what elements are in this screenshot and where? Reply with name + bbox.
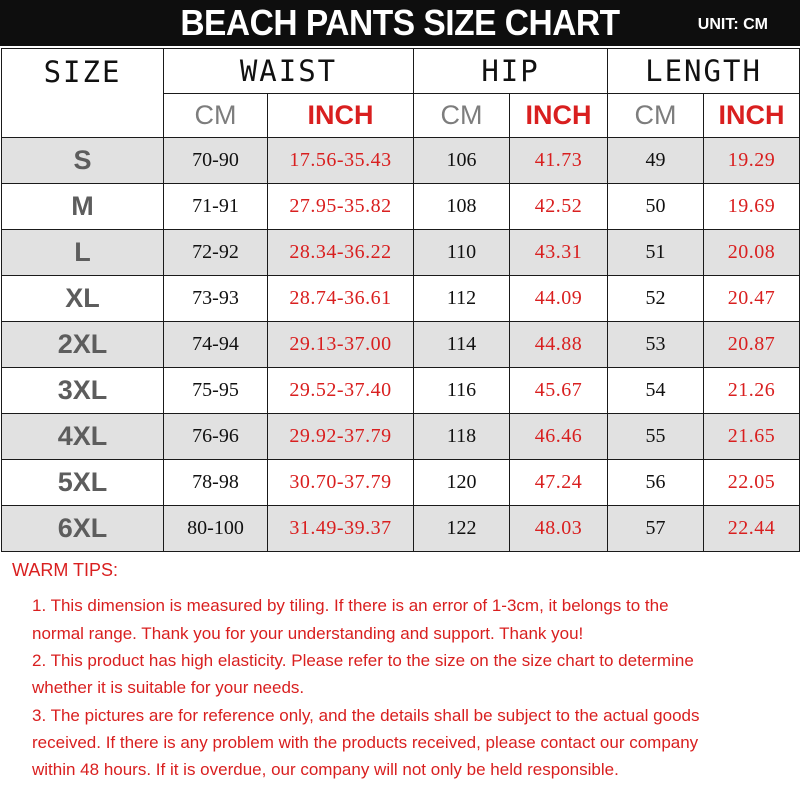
waist-inch-cell: 27.95-35.82 — [268, 184, 414, 230]
tips-title: WARM TIPS: — [12, 560, 119, 580]
waist-inch-cell: 29.92-37.79 — [268, 414, 414, 460]
waist-inch-cell: 31.49-39.37 — [268, 506, 414, 552]
length-cm-cell: 51 — [608, 230, 704, 276]
hip-inch-cell: 41.73 — [510, 138, 608, 184]
size-cell: 2XL — [2, 322, 164, 368]
hip-cm-cell: 118 — [414, 414, 510, 460]
waist-inch-cell: 28.34-36.22 — [268, 230, 414, 276]
title-bar — [0, 0, 800, 46]
waist-cm-cell: 70-90 — [164, 138, 268, 184]
unit-label: UNIT: CM — [697, 16, 768, 33]
length-inch-cell: 22.44 — [704, 506, 800, 552]
size-cell: L — [2, 230, 164, 276]
waist-inch-cell: 29.52-37.40 — [268, 368, 414, 414]
hip-inch-cell: 42.52 — [510, 184, 608, 230]
hip-inch-header: INCH — [510, 94, 608, 138]
hip-cm-cell: 110 — [414, 230, 510, 276]
hip-inch-cell: 47.24 — [510, 460, 608, 506]
length-cm-cell: 55 — [608, 414, 704, 460]
tip-line: 1. This dimension is measured by tiling. If there is an error of 1-3cm, it belongs to the — [32, 596, 669, 615]
waist-cm-cell: 76-96 — [164, 414, 268, 460]
length-cm-cell: 54 — [608, 368, 704, 414]
length-inch-cell: 19.69 — [704, 184, 800, 230]
waist-inch-cell: 29.13-37.00 — [268, 322, 414, 368]
waist-cm-header: CM — [164, 94, 268, 138]
table-row — [2, 368, 800, 414]
size-cell: 6XL — [2, 506, 164, 552]
header-waist: WAIST — [164, 49, 414, 94]
waist-inch-cell: 17.56-35.43 — [268, 138, 414, 184]
length-cm-cell: 56 — [608, 460, 704, 506]
length-cm-cell: 53 — [608, 322, 704, 368]
length-cm-cell: 57 — [608, 506, 704, 552]
table-row — [2, 276, 800, 322]
waist-inch-cell: 28.74-36.61 — [268, 276, 414, 322]
hip-inch-cell: 44.09 — [510, 276, 608, 322]
tip-line: 3. The pictures are for reference only, and the details shall be subject to the actual goods — [32, 706, 700, 725]
hip-cm-cell: 106 — [414, 138, 510, 184]
hip-inch-cell: 45.67 — [510, 368, 608, 414]
length-inch-cell: 22.05 — [704, 460, 800, 506]
size-cell: M — [2, 184, 164, 230]
waist-inch-cell: 30.70-37.79 — [268, 460, 414, 506]
table-row — [2, 138, 800, 184]
table-row — [2, 460, 800, 506]
tip-line: normal range. Thank you for your understanding and support. Thank you! — [32, 624, 584, 643]
table-row — [2, 322, 800, 368]
header-length: LENGTH — [608, 49, 800, 94]
size-rows — [2, 138, 800, 552]
hip-inch-cell: 43.31 — [510, 230, 608, 276]
length-cm-cell: 50 — [608, 184, 704, 230]
header-size: SIZE — [2, 49, 164, 138]
hip-inch-cell: 44.88 — [510, 322, 608, 368]
waist-inch-header: INCH — [268, 94, 414, 138]
length-cm-cell: 49 — [608, 138, 704, 184]
size-table — [1, 48, 800, 552]
tip-line: within 48 hours. If it is overdue, our company will not only be held responsible. — [32, 760, 619, 779]
waist-cm-cell: 80-100 — [164, 506, 268, 552]
length-inch-cell: 21.65 — [704, 414, 800, 460]
waist-cm-cell: 75-95 — [164, 368, 268, 414]
waist-cm-cell: 71-91 — [164, 184, 268, 230]
hip-cm-cell: 114 — [414, 322, 510, 368]
hip-cm-cell: 112 — [414, 276, 510, 322]
hip-inch-cell: 46.46 — [510, 414, 608, 460]
header-row — [2, 49, 800, 94]
waist-cm-cell: 78-98 — [164, 460, 268, 506]
hip-cm-cell: 122 — [414, 506, 510, 552]
length-cm-cell: 52 — [608, 276, 704, 322]
waist-cm-cell: 74-94 — [164, 322, 268, 368]
chart-title: BEACH PANTS SIZE CHART — [180, 2, 620, 43]
length-inch-header: INCH — [704, 94, 800, 138]
tip-line: received. If there is any problem with the products received, please contact our company — [32, 733, 699, 752]
length-inch-cell: 20.47 — [704, 276, 800, 322]
length-inch-cell: 21.26 — [704, 368, 800, 414]
size-cell: 5XL — [2, 460, 164, 506]
table-row — [2, 184, 800, 230]
table-row — [2, 230, 800, 276]
size-cell: 4XL — [2, 414, 164, 460]
hip-cm-cell: 120 — [414, 460, 510, 506]
hip-inch-cell: 48.03 — [510, 506, 608, 552]
hip-cm-cell: 116 — [414, 368, 510, 414]
waist-cm-cell: 72-92 — [164, 230, 268, 276]
size-cell: S — [2, 138, 164, 184]
header-hip: HIP — [414, 49, 608, 94]
table-row — [2, 506, 800, 552]
hip-cm-header: CM — [414, 94, 510, 138]
length-cm-header: CM — [608, 94, 704, 138]
tip-line: 2. This product has high elasticity. Please refer to the size on the size chart to determine — [32, 651, 694, 670]
table-row — [2, 414, 800, 460]
size-cell: XL — [2, 276, 164, 322]
length-inch-cell: 19.29 — [704, 138, 800, 184]
length-inch-cell: 20.08 — [704, 230, 800, 276]
size-cell: 3XL — [2, 368, 164, 414]
length-inch-cell: 20.87 — [704, 322, 800, 368]
hip-cm-cell: 108 — [414, 184, 510, 230]
waist-cm-cell: 73-93 — [164, 276, 268, 322]
tip-line: whether it is suitable for your needs. — [32, 678, 305, 697]
